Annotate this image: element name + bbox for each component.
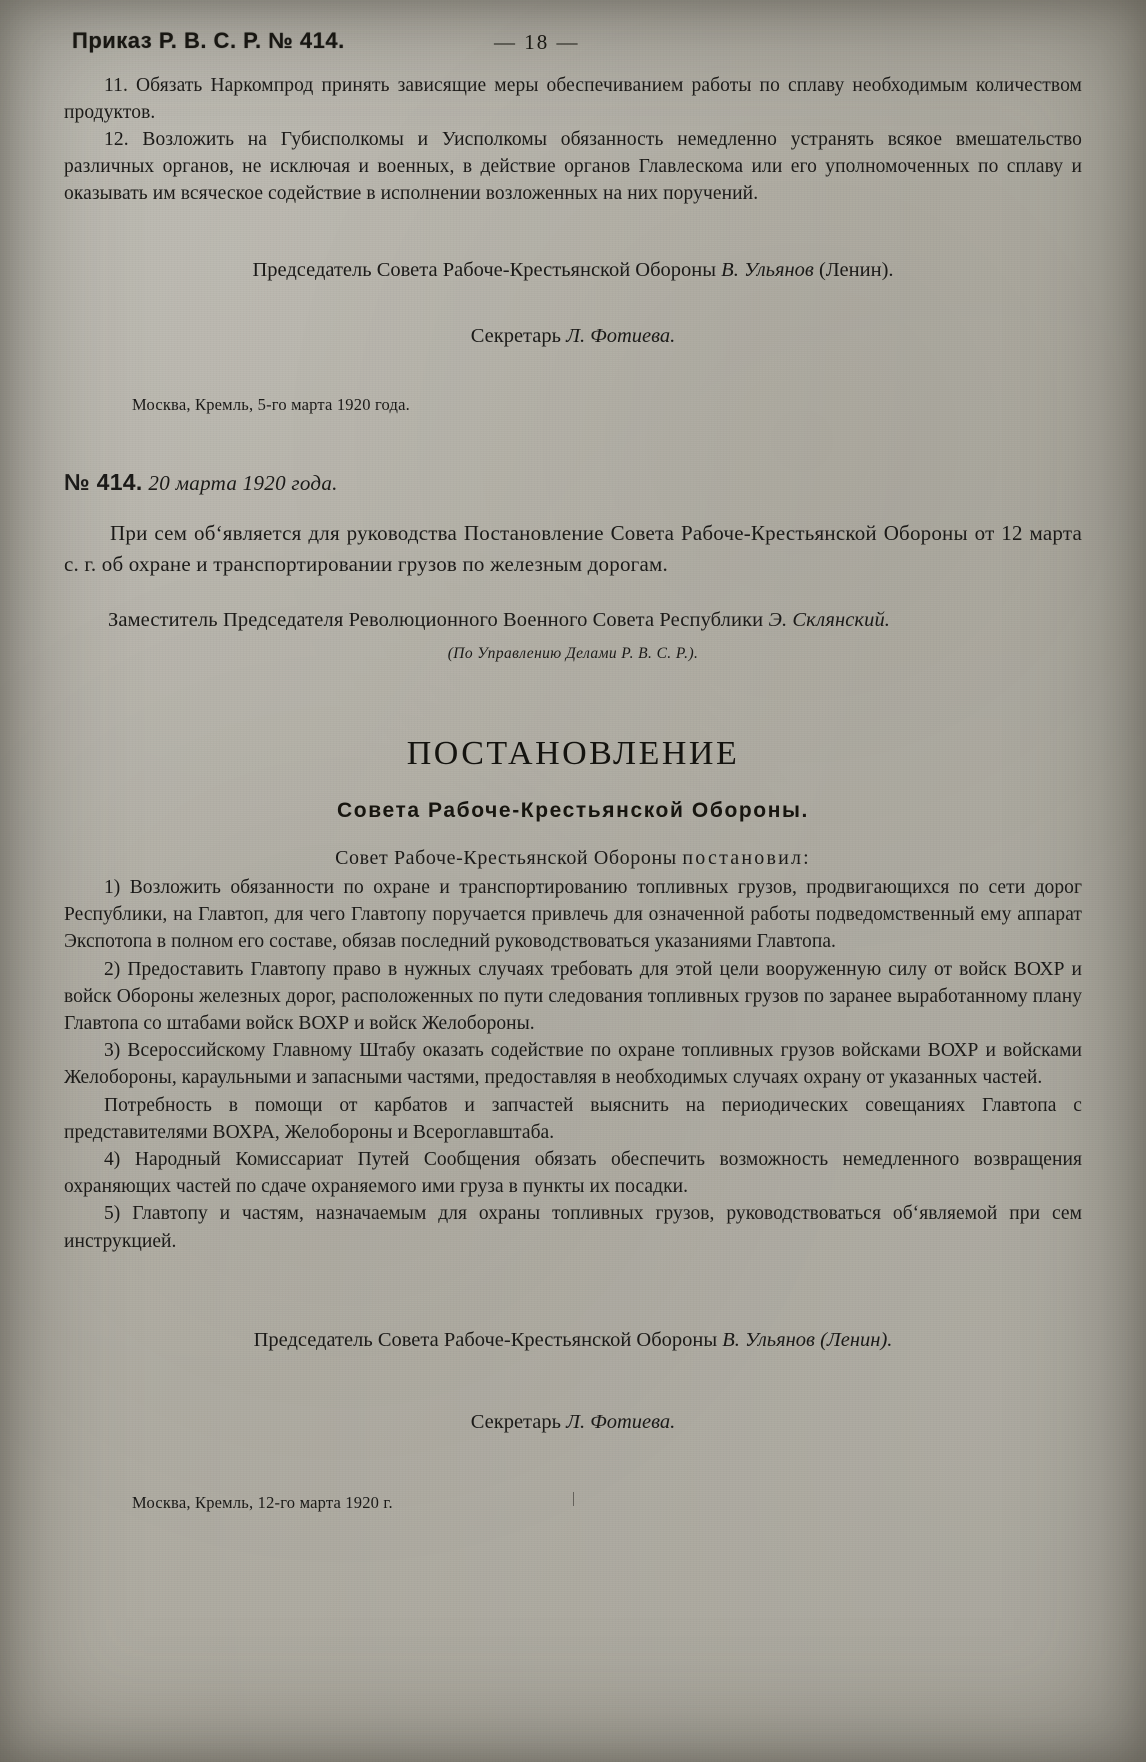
order-414-lead: При сем об‘является для руководства Постановление Совета Рабоче-Крестьянской Обороны от 12 марта с. г. об охране и транспортировании грузов по железным дорогам.: [64, 521, 1082, 576]
order-reference: Приказ Р. В. С. Р. № 414.: [72, 28, 345, 53]
department-note: (По Управлению Делами Р. В. С. Р.).: [447, 645, 699, 662]
place-date-1: Москва, Кремль, 5-го марта 1920 года.: [132, 395, 410, 414]
place-date-2: Москва, Кремль, 12-го марта 1920 г.: [132, 1492, 393, 1512]
decree-clause-1: 1) Возложить обязанности по охране и транспортированию топливных грузов, продвигающихся по сети дорог Республики, на Главтоп, для чего Главтопу поручается привлечь для означенной работы подведомственный ему аппарат Экспотопа в полном его составе, обязав последний руководствоваться указаниями Главтопа.: [64, 877, 1082, 953]
page-number: — 18 —: [494, 30, 580, 54]
chairman-name: В. Ульянов: [721, 259, 814, 281]
decree-clauses: [64, 874, 1082, 1255]
order-414-title: [64, 469, 1082, 496]
order-date: 20 марта 1920 года.: [148, 471, 338, 495]
decree-clause-3: 3) Всероссийскому Главному Штабу оказать содействие по охране топливных грузов войсками ВОХР и войсками Желобороны, караульными и запасными частями, предоставляя в необходимых случаях охрану от указанных частей.: [64, 1040, 1082, 1089]
decree-clause-3-note: Потребность в помощи от карбатов и запчастей выяснить на периодических совещаниях Главтопа с представителями ВОХРА, Желобороны и Всероглавштаба.: [64, 1094, 1082, 1143]
decree-clause-5: 5) Главтопу и частям, назначаемым для охраны топливных грузов, руководствоваться об‘являемой при сем инструкцией.: [64, 1203, 1082, 1252]
decree-resolved-line: [64, 847, 1082, 870]
decree-clause-2: 2) Предоставить Главтопу право в нужных случаях требовать для этой цели вооруженную силу от войск ВОХР и войск Обороны железных дорог, расположенных по пути следования топливных грузов по заранее выработанному плану Главтопа со штабами войск ВОХР и войск Желобороны.: [64, 958, 1082, 1035]
decree-subtitle: Совета Рабоче-Крестьянской Обороны.: [337, 799, 809, 822]
resolved-word: постановил:: [682, 847, 811, 869]
chairman-suffix: (Ленин).: [813, 259, 894, 281]
order-number: № 414.: [64, 469, 143, 495]
decree-clause-4: 4) Народный Комиссариат Путей Сообщения обязать обеспечить возможность немедленного возвращения охраняющих частей по сдаче охраняемого ими груза в пункты их посадки.: [64, 1149, 1082, 1198]
running-head: [64, 28, 1082, 62]
signature-chairman-1: [64, 255, 1082, 285]
deputy-label: Заместитель Председателя Революционного Военного Совета Республики: [108, 609, 769, 631]
signature-secretary-2: [64, 1407, 1082, 1437]
signature-secretary-1: [64, 321, 1082, 351]
chairman-name-2: В. Ульянов (Ленин).: [722, 1328, 893, 1351]
signature-chairman-2: [64, 1325, 1082, 1355]
clause-12: 12. Возложить на Губисполкомы и Уисполкомы обязанность немедленно устранять всякое вмешательство различных органов, не исключая и военных, в действие органов Главлескома или его уполномоченных по сплаву и оказывать им всяческое содействие в исполнении возложенных на них поручений.: [64, 129, 1082, 204]
clause-11: 11. Обязать Наркомпрод принять зависящие меры обеспечиванием работы по сплаву необходимым количеством продуктов.: [64, 75, 1082, 123]
resolved-prefix: Совет Рабоче-Крестьянской Обороны: [335, 847, 683, 869]
secretary-name-2: Л. Фотиева.: [566, 1410, 676, 1433]
page-tick-mark: [573, 1492, 574, 1506]
secretary-name: Л. Фотиева.: [566, 325, 676, 347]
decree-title: ПОСТАНОВЛЕНИЕ: [406, 735, 740, 772]
chairman-label-2: Председатель Совета Рабоче-Крестьянской Обороны: [253, 1328, 723, 1351]
top-clauses: [64, 72, 1082, 207]
secretary-label: Секретарь: [470, 325, 567, 347]
chairman-label: Председатель Совета Рабоче-Крестьянской Обороны: [252, 259, 722, 281]
signature-deputy: [64, 606, 1082, 635]
deputy-name: Э. Склянский.: [768, 609, 891, 631]
secretary-label-2: Секретарь: [470, 1410, 567, 1433]
